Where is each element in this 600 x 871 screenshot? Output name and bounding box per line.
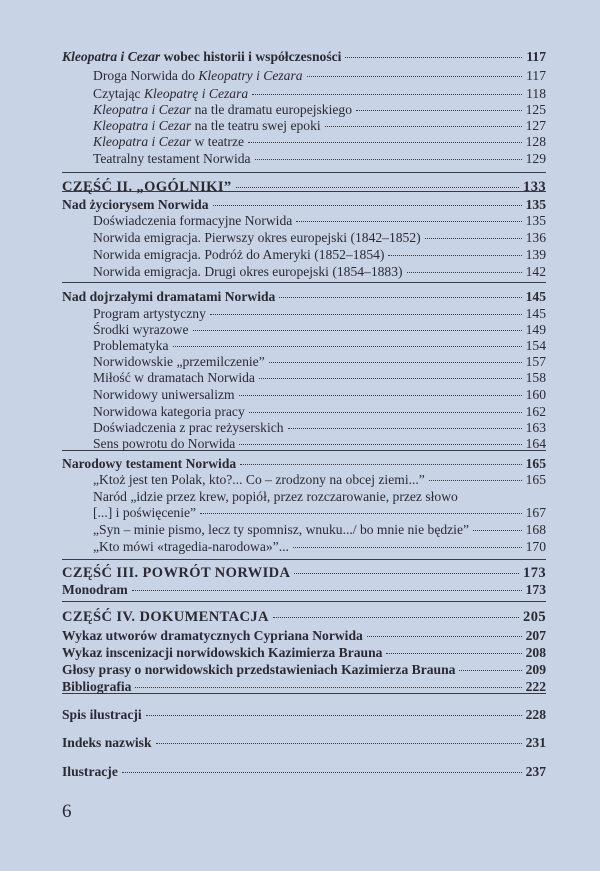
toc-page-number: 207 [525, 628, 546, 643]
toc-entry [93, 420, 546, 436]
toc-entry [93, 118, 546, 134]
toc-entry-title: CZĘŚĆ III. POWRÓT NORWIDA [62, 565, 291, 581]
toc-page-number: 205 [523, 609, 546, 625]
toc-entry [62, 679, 546, 695]
toc-entry-title: [...] i poświęcenie” [93, 505, 197, 520]
dot-leader [407, 272, 522, 273]
toc-entry-title: Monodram [62, 582, 128, 597]
dot-leader [239, 395, 522, 396]
toc-page-number: 208 [525, 645, 546, 660]
toc-entry [93, 102, 546, 118]
dot-leader [356, 110, 522, 111]
toc-page-number: 167 [525, 505, 546, 520]
dot-leader [156, 743, 522, 744]
toc-entry-title: „Kto mówi «tragedia-narodowa»”... [93, 539, 289, 554]
toc-page-number: 133 [523, 179, 546, 195]
toc-entry [62, 764, 546, 780]
dot-leader [173, 346, 522, 347]
toc-page-number: 173 [525, 582, 546, 597]
dot-leader [425, 238, 522, 239]
toc-page-number: 129 [525, 151, 546, 166]
dot-leader [325, 126, 522, 127]
dot-leader [367, 636, 522, 637]
toc-entry-title: CZĘŚĆ II. „OGÓLNIKI” [62, 179, 232, 195]
dot-leader [122, 772, 522, 773]
toc-entry [93, 387, 546, 403]
dot-leader [296, 221, 521, 222]
dot-leader [459, 670, 521, 671]
toc-page-number: 135 [525, 213, 546, 228]
toc-entry-title: Program artystyczny [93, 306, 206, 321]
dot-leader [273, 617, 519, 618]
toc-entry [93, 322, 546, 338]
toc-page-number: 128 [525, 134, 546, 149]
dot-leader [307, 76, 523, 77]
toc-page-number: 165 [525, 456, 546, 471]
toc-entry [93, 213, 546, 229]
toc-entry [93, 68, 546, 84]
toc-entry-title: Kleopatra i Cezar w teatrze [93, 134, 245, 149]
toc-entry-title: Doświadczenia z prac reżyserskich [93, 420, 284, 435]
toc-entry-title: Bibliografia [62, 679, 132, 694]
toc-part-heading [62, 565, 546, 581]
toc-entry [93, 151, 546, 167]
toc-entry-title: Nad życiorysem Norwida [62, 197, 209, 212]
toc-page-number: 237 [525, 764, 546, 779]
toc-entry-title: Spis ilustracji [62, 707, 142, 722]
dot-leader [279, 297, 521, 298]
toc-page-number: 117 [526, 68, 546, 83]
toc-entry-title: Czytając Kleopatrę i Cezara [93, 86, 249, 101]
toc-entry [62, 197, 546, 213]
toc-page-number: 136 [525, 230, 546, 245]
toc-part-heading [62, 609, 546, 625]
toc-entry-title: Głosy prasy o norwidowskich przedstawieniach Kazimierza Brauna [62, 662, 456, 677]
toc-entry [93, 539, 546, 555]
toc-entry-title: Wykaz inscenizacji norwidowskich Kazimierza Brauna [62, 645, 383, 660]
dot-leader [473, 530, 522, 531]
dot-leader [248, 142, 522, 143]
toc-entry [93, 354, 546, 370]
toc-page-number: 135 [525, 197, 546, 212]
toc-entry [93, 86, 546, 102]
toc-entry [62, 628, 546, 644]
toc-entry [62, 582, 546, 598]
dot-leader [193, 330, 522, 331]
dot-leader [429, 480, 522, 481]
toc-entry [93, 134, 546, 150]
toc-entry-title: Norwida emigracja. Pierwszy okres europejski (1842–1852) [93, 230, 421, 245]
toc-entry-title: CZĘŚĆ IV. DOKUMENTACJA [62, 609, 269, 625]
toc-entry-title: „Syn – minie pismo, lecz ty spomnisz, wnuku.../ bo mnie nie będzie” [93, 522, 470, 537]
dot-leader [239, 444, 521, 445]
toc-page-number: 125 [525, 102, 546, 117]
toc-page-number: 163 [525, 420, 546, 435]
toc-entry-title: Norwidowy uniwersalizm [93, 387, 235, 402]
section-rule [62, 559, 546, 560]
toc-page-number: 117 [526, 49, 546, 64]
dot-leader [345, 57, 522, 58]
dot-leader [293, 547, 522, 548]
dot-leader [213, 205, 522, 206]
toc-entry-title: Teatralny testament Norwida [93, 151, 251, 166]
dot-leader [210, 314, 522, 315]
toc-entry [93, 489, 546, 505]
toc-entry-title: Norwida emigracja. Podróż do Ameryki (1852–1854) [93, 247, 385, 262]
toc-entry [93, 472, 546, 488]
toc-page-number: 118 [526, 86, 546, 101]
toc-entry [93, 264, 546, 280]
toc-entry-title: Indeks nazwisk [62, 735, 152, 750]
toc-entry [62, 645, 546, 661]
toc-entry [93, 522, 546, 538]
toc-entry [62, 735, 546, 751]
toc-entry [93, 404, 546, 420]
toc-entry-title: Norwidowskie „przemilczenie” [93, 354, 265, 369]
toc-entry-title: Kleopatra i Cezar na tle dramatu europejskiego [93, 102, 352, 117]
toc-entry [93, 230, 546, 246]
dot-leader [294, 573, 519, 574]
dot-leader [236, 187, 519, 188]
toc-entry [93, 306, 546, 322]
toc-entry-title: Norwidowa kategoria pracy [93, 404, 245, 419]
toc-page-number: 157 [525, 354, 546, 369]
section-rule [62, 282, 546, 283]
toc-page-number: 160 [525, 387, 546, 402]
dot-leader [252, 94, 522, 95]
toc-part-heading [62, 179, 546, 195]
toc-entry [62, 662, 546, 678]
toc-page-number: 209 [525, 662, 546, 677]
toc-entry-title: Doświadczenia formacyjne Norwida [93, 213, 293, 228]
toc-page-number: 162 [525, 404, 546, 419]
dot-leader [132, 590, 522, 591]
toc-entry-title: Droga Norwida do Kleopatry i Cezara [93, 68, 303, 83]
dot-leader [146, 715, 522, 716]
dot-leader [135, 687, 521, 688]
toc-entry-title: Narodowy testament Norwida [62, 456, 237, 471]
toc-entry-title: Nad dojrzałymi dramatami Norwida [62, 289, 276, 304]
toc-entry [93, 247, 546, 263]
toc-entry [93, 505, 546, 521]
toc-page-number: 139 [525, 247, 546, 262]
toc-entry-title: Ilustracje [62, 764, 118, 779]
dot-leader [288, 428, 522, 429]
toc-entry [62, 456, 546, 472]
toc-entry-title: Kleopatra i Cezar na tle teatru swej epoki [93, 118, 321, 133]
dot-leader [255, 159, 522, 160]
toc-page-number: 127 [525, 118, 546, 133]
dot-leader [269, 362, 522, 363]
toc-page-number: 228 [525, 707, 546, 722]
toc-entry-title: Sens powrotu do Norwida [93, 436, 236, 451]
toc-entry-title: Naród „idzie przez krew, popiół, przez rozczarowanie, przez słowo [93, 489, 458, 504]
page-number: 6 [62, 801, 72, 822]
toc-page-number: 173 [523, 565, 546, 581]
toc-entry-title: Problematyka [93, 338, 169, 353]
toc-page-number: 158 [525, 370, 546, 385]
toc-entry [62, 289, 546, 305]
toc-entry [62, 707, 546, 723]
toc-page-number: 164 [525, 436, 546, 451]
toc-page-number: 149 [525, 322, 546, 337]
toc-page-number: 222 [525, 679, 546, 694]
dot-leader [259, 378, 522, 379]
section-rule [62, 172, 546, 173]
toc-entry [93, 338, 546, 354]
toc-entry-title: Miłość w dramatach Norwida [93, 370, 255, 385]
dot-leader [388, 255, 521, 256]
toc-entry [93, 436, 546, 452]
dot-leader [249, 412, 522, 413]
toc-entry [62, 49, 546, 65]
toc-entry-title: „Ktoż jest ten Polak, kto?... Co – zrodzony na obcej ziemi...” [93, 472, 425, 487]
toc-entry-title: Wykaz utworów dramatycznych Cypriana Norwida [62, 628, 363, 643]
toc-entry-title: Norwida emigracja. Drugi okres europejski (1854–1883) [93, 264, 403, 279]
toc-page-number: 145 [525, 289, 546, 304]
dot-leader [200, 513, 522, 514]
section-rule [62, 601, 546, 602]
dot-leader [386, 653, 521, 654]
toc-page-number: 145 [525, 306, 546, 321]
toc-entry-title: Środki wyrazowe [93, 322, 189, 337]
toc-page-number: 165 [525, 472, 546, 487]
dot-leader [240, 464, 521, 465]
toc-page-number: 142 [525, 264, 546, 279]
toc-page-number: 170 [525, 539, 546, 554]
toc-page-number: 154 [525, 338, 546, 353]
toc-page-number: 168 [525, 522, 546, 537]
toc-page-number: 231 [525, 735, 546, 750]
toc-entry-title: Kleopatra i Cezar wobec historii i współczesności [62, 49, 342, 64]
toc-entry [93, 370, 546, 386]
